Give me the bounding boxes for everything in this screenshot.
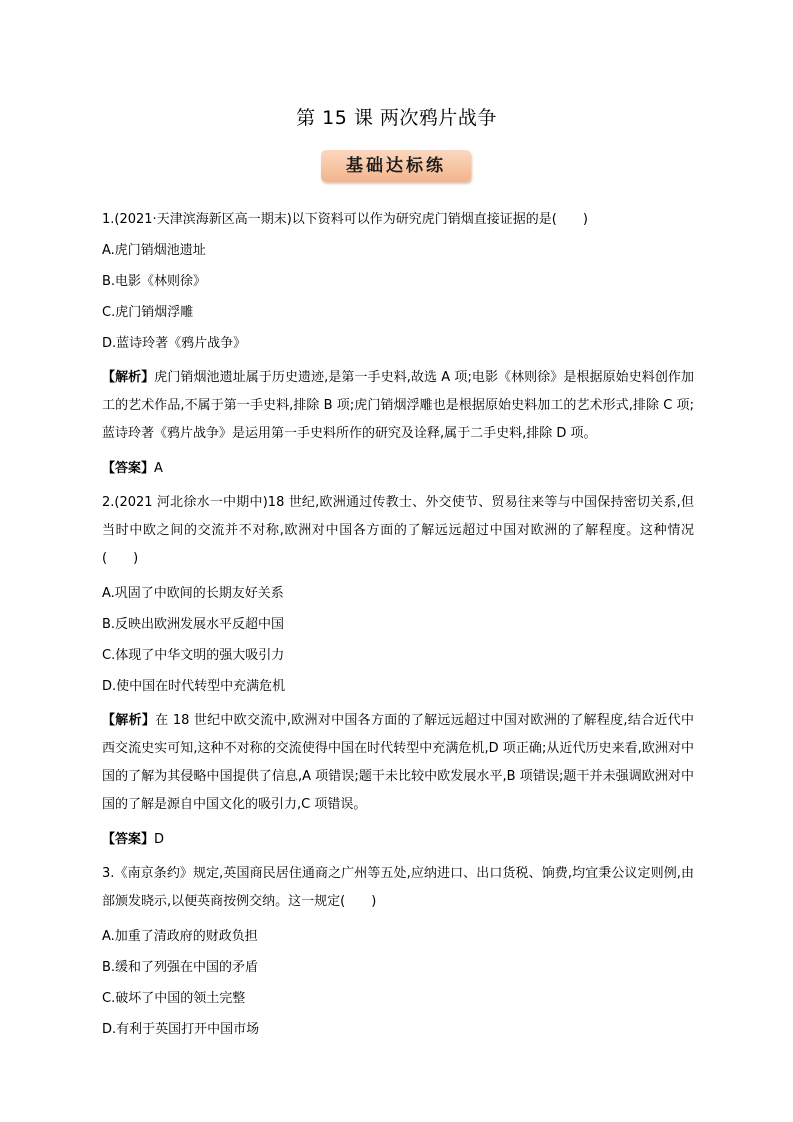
analysis-text: 虎门销烟池遗址属于历史遗迹,是第一手史料,故选 A 项;电影《林则徐》是根据原始史料创作加工的艺术作品,不属于第一手史料,排除 B 项;虎门销烟浮雕也是根据原始史料加工的艺术形式,排除 C 项;蓝诗玲著《鸦片战争》是运用第一手史料所作的研究及诠释,属于二手史料,排除 D 项。 — [102, 370, 694, 441]
analysis-text: 在 18 世纪中欧交流中,欧洲对中国各方面的了解远远超过中国对欧洲的了解程度,结合近代中西交流史实可知,这种不对称的交流使得中国在时代转型中充满危机,D 项正确;从近代历史来看,欧洲对中国的了解为其侵略中国提供了信息,A 项错误;题干未比较中欧发展水平,B 项错误;题干并未强调欧洲对中国的了解是源自中国文化的吸引力,C 项错误。 — [102, 713, 694, 812]
question-2-answer — [102, 829, 694, 850]
analysis-tag: 【解析】 — [102, 370, 155, 385]
question-3-option-a: A.加重了清政府的财政负担 — [102, 929, 258, 944]
answer-value: A — [154, 461, 163, 476]
section-badge: 基础达标练 — [321, 150, 471, 182]
question-1-option-c: C.虎门销烟浮雕 — [102, 305, 194, 320]
question-3-option-c: C.破坏了中国的领土完整 — [102, 991, 246, 1006]
question-3-option-b: B.缓和了列强在中国的矛盾 — [102, 960, 259, 975]
question-2-analysis — [102, 707, 694, 819]
question-3-option-d: D.有利于英国打开中国市场 — [102, 1022, 260, 1037]
question-1-stem: 1.(2021·天津滨海新区高一期末)以下资料可以作为研究虎门销烟直接证据的是( ) — [102, 212, 588, 227]
analysis-tag: 【解析】 — [102, 713, 156, 728]
question-2-option-c: C.体现了中华文明的强大吸引力 — [102, 648, 285, 663]
page-title: 第 15 课 两次鸦片战争 — [296, 107, 497, 129]
question-3-stem: 3.《南京条约》规定,英国商民居住通商之广州等五处,应纳进口、出口货税、饷费,均宜秉公议定则例,由部颁发晓示,以便英商按例交纳。这一规定( ) — [102, 866, 694, 909]
question-2-option-a: A.巩固了中欧间的长期友好关系 — [102, 586, 284, 601]
question-1-answer — [102, 458, 694, 479]
question-list — [102, 209, 694, 1050]
answer-tag: 【答案】 — [102, 832, 155, 847]
question-1-option-a: A.虎门销烟池遗址 — [102, 243, 206, 258]
question-1-option-b: B.电影《林则徐》 — [102, 274, 207, 289]
answer-tag: 【答案】 — [102, 461, 155, 476]
question-1-option-d: D.蓝诗玲著《鸦片战争》 — [102, 336, 247, 351]
question-1-analysis — [102, 364, 694, 448]
question-2-option-d: D.使中国在时代转型中充满危机 — [102, 679, 286, 694]
question-2-stem: 2.(2021 河北徐水一中期中)18 世纪,欧洲通过传教士、外交使节、贸易往来等与中国保持密切关系,但当时中欧之间的交流并不对称,欧洲对中国各方面的了解远远超过中国对欧洲的了解程度。这种情况( ) — [102, 495, 694, 566]
question-2-option-b: B.反映出欧洲发展水平反超中国 — [102, 617, 285, 632]
answer-value: D — [154, 832, 165, 847]
